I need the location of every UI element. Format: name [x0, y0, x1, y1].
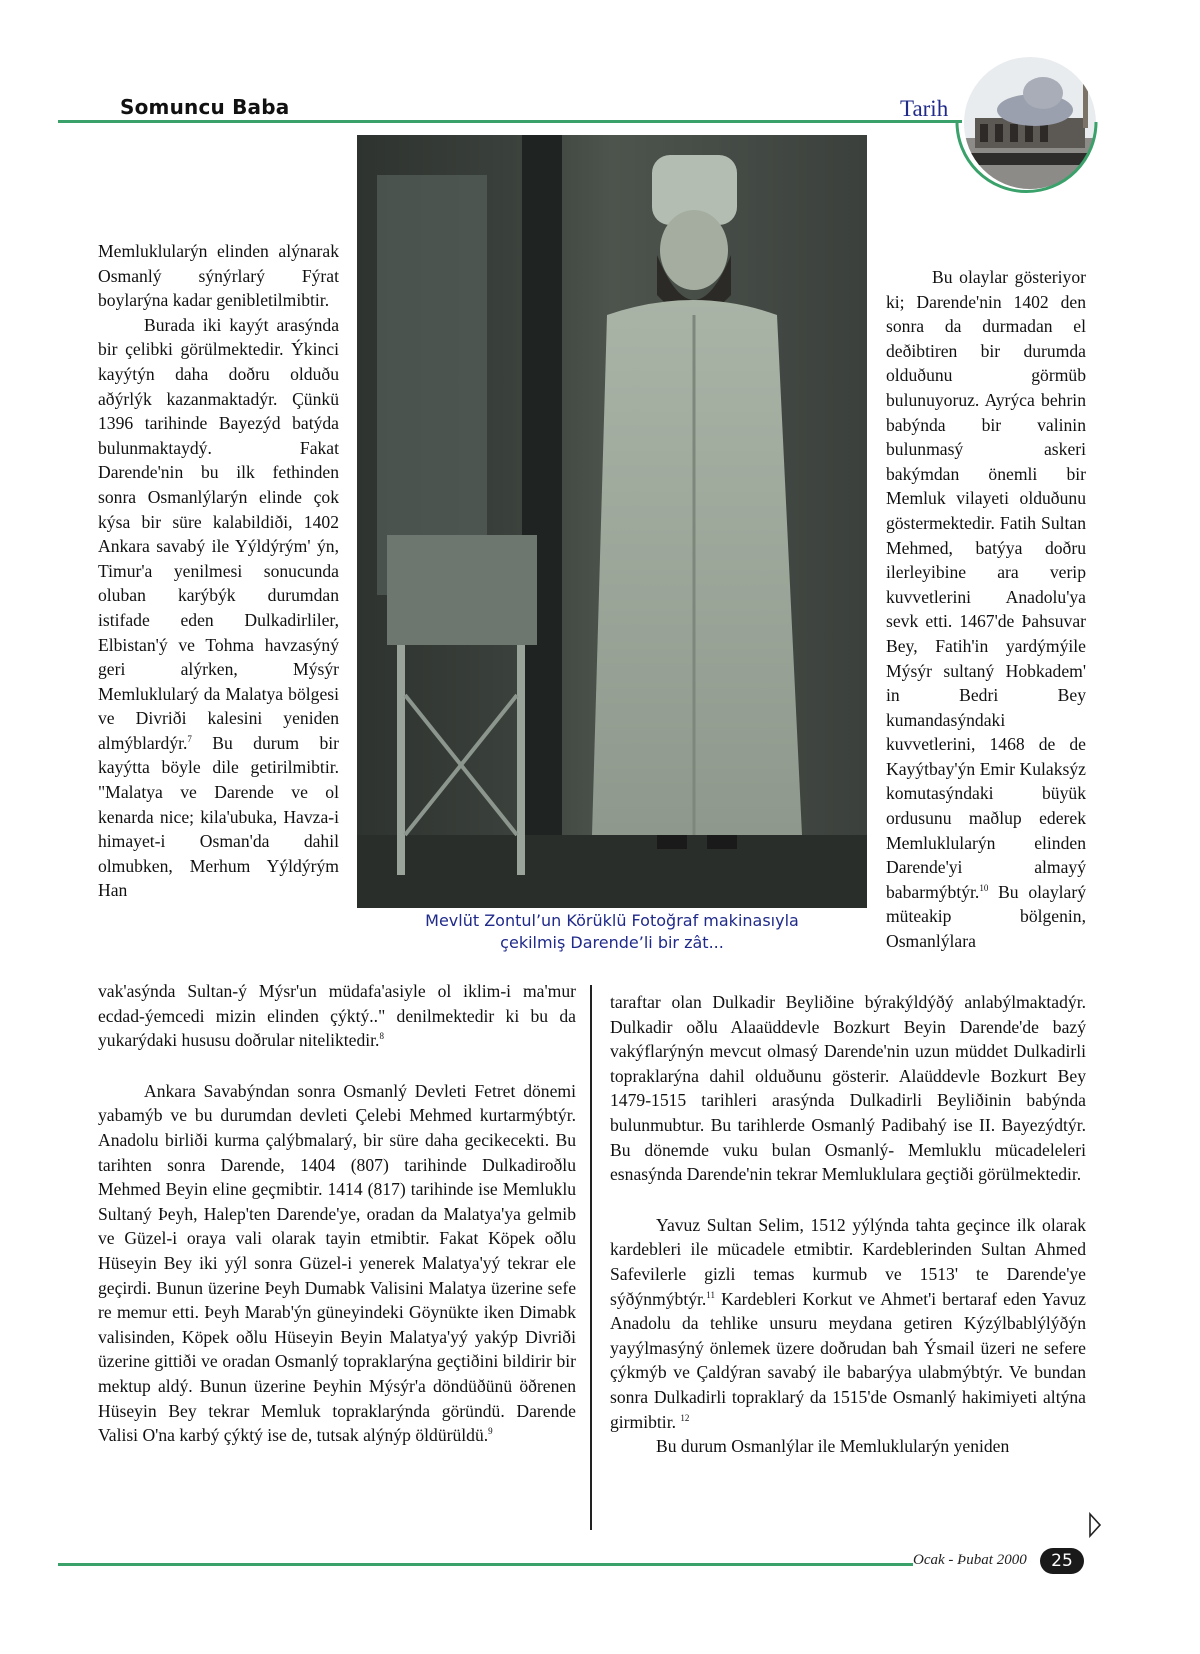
article-column-right-bottom: [610, 990, 1086, 1459]
paragraph: Bu olaylar gösteriyor ki; Darende'nin 1402 den sonra da durmadan el deðibtiren bir durumda olduðunu görmüb bulunuyoruz. Ayrýca behrin babýnda bir valinin bulunmasý askeri bakýmdan önemli bir Memluk vilayeti olduðunu göstermektedir. Fatih Sultan Mehmed, batýya doðru ilerleyibine ara verip kuvvetlerini Anadolu'ya sevk etti. 1467'de Þahsuvar Bey, Fatih'in yardýmýile Mýsýr sultaný Hobkadem' in Bedri Bey kumandasýndaki kuvvetlerini, 1468 de de Kayýtbay'ýn Emir Kulaksýz komutasýndaki büyük ordusunu maðlup ederek Memluklularýn elinden Darende'yi almayý babarmýbtýr.$^{10}$ Bu olaylarý müteakip bölgenin, Osmanlýlara: [886, 267, 1086, 952]
footnote-ref: 7: [187, 734, 192, 745]
article-column-left-top: [98, 239, 339, 903]
page-number: 25: [1040, 1548, 1084, 1574]
article-column-right-top: [886, 265, 1086, 954]
paragraph: Yavuz Sultan Selim, 1512 yýlýnda tahta geçince ilk olarak kardebleri ile mücadele etmibtir. Kardeblerinden Sultan Ahmed Safevilerle gizli temas kurmub ve 1513' te Darende'ye sýðýnmýbtýr.$^{11}$ Kardebleri Korkut ve Ahmet'i bertaraf eden Yavuz Anadolu da tehlike unsuru meydana getiren Kýzýlbablýlýðýn yayýlmasýný önlemek üzere doðrudan bah Ýsmail üzeri ne sefere çýkmýb ve Çaldýran savabý ile babarýya ulabmýbtýr. Ve bundan sonra Dulkadirli topraklarý da 1515'de Osmanlý hakimiyeti altýna girmibtir. $^{12}$: [610, 1214, 1086, 1432]
footnote-ref: 12: [680, 1412, 690, 1423]
caption-line-1: Mevlüt Zontul’un Körüklü Fotoğraf makinasıyla: [425, 911, 799, 930]
portrait-photo: [357, 135, 867, 908]
paragraph: Bu durum Osmanlýlar ile Memluklularýn yeniden: [656, 1436, 1010, 1457]
paragraph: vak'asýnda Sultan-ý Mýsr'un müdafa'asiyle ol iklim-i ma'mur ecdad-ýemcedi mizin elinden çýktý.." denilmektedir ki bu da yukarýdaki hususu doðrular niteliktedir.$^8$: [98, 981, 576, 1051]
paragraph: taraftar olan Dulkadir Beyliðine býrakýldýðý anlabýlmaktadýr. Dulkadir oðlu Alaaüddevle Bozkurt Beyin Darende'de bazý vakýflarýnýn mevcut olmasý Darende'nin uzun müddet Dulkadirli topraklarýna dahil olduðunu gösterir. Alaüddevle Bozkurt Bey 1479-1515 tarihleri arasýnda Dulkadirli Beyliðinin babýnda bulunmubtur. Bu tarihlerde Osmanlý Padibahý ise II. Bayezýdtýr. Bu dönemde vuku bulan Osmanlý- Memluklu mücadeleleri esnasýnda Darende'nin tekrar Memluklulara geçtiði görülmektedir.: [610, 992, 1086, 1185]
footnote-ref: 9: [488, 1426, 493, 1437]
continue-arrow-icon: [1088, 1512, 1102, 1538]
paragraph: Memluklularýn elinden alýnarak Osmanlý sýnýrlarý Fýrat boylarýna kadar genibletilmibtir.: [98, 241, 339, 311]
caption-line-2: çekilmiş Darende’li bir zât...: [500, 933, 724, 952]
paragraph: Burada iki kayýt arasýnda bir çelibki görülmektedir. Ýkinci kayýtýn daha doðru olduðu aðýrlýk kazanmaktadýr. Çünkü 1396 tarihinde Bayezýd batýda bulunmaktaydý. Fakat Darende'nin bu ilk fethinden sonra Osmanlýlarýn elinde çok kýsa bir süre kalabildiði, 1402 Ankara savabý ile Yýldýrým' ýn, Timur'a yenilmesi sonucunda oluban karýbýk durumdan istifade eden Dulkadirliler, Elbistan'ý ve Tohma havzasýný geri alýrken, Mýsýr Memluklularý da Malatya bölgesi ve Divriði kalesini yeniden almýblardýr.$^7$ Bu durum bir kayýtta böyle dile getirilmibtir. "Malatya ve Darende ve ol kenarda nice; kila'ubuka, Havza-i himayet-i Osman'da dahil olmubken, Merhum Yýldýrým Han: [98, 314, 339, 901]
column-divider: [590, 985, 592, 1530]
photo-caption: [357, 910, 867, 954]
issue-date: Ocak - Þubat 2000: [913, 1552, 1027, 1568]
footnote-ref: 8: [379, 1031, 384, 1042]
paragraph: Ankara Savabýndan sonra Osmanlý Devleti Fetret dönemi yabamýb ve bu durumdan devleti Çelebi Mehmed kurtarmýbtýr. Anadolu birliði kurma çalýbmalarý, bir süre daha gecikecekti. Bu tarihten sonra Darende, 1404 (807) tarihinde Dulkadiroðlu Mehmed Beyin eline geçmibtir. 1414 (817) tarihinde ise Memluklu Sultaný Þeyh, Halep'ten Darende'ye, oradan da Malatya'ya gelmib ve Güzel-i oraya vali olarak tayin etmibtir. Fakat Köpek oðlu Hüseyin Bey iki yýl sonra Güzel-i yenerek Malatya'yý tekrar ele geçirdi. Bunun üzerine Þeyh Dumabk Valisini Malatya üzerine sefe re memur etti. Þeyh Marab'ýn güneyindeki Göynükte iken Dimabk valisinden, Köpek oðlu Hüseyin Beyin Malatya'yý yakýp Divriði üzerine gittiði ve oradan Osmanlý topraklarýna geçtiðini bildirir bir mektup aldý. Bunun üzerine Þeyhin Mýsýr'a döndüðünü öðrenen Hüseyin Bey tekrar Memluk topraklarýnda göründü. Darende Valisi O'na karbý çýktý ise de, tutsak alýnýp öldürüldü.$^9$: [98, 1080, 576, 1446]
section-title: Tarih: [900, 96, 949, 121]
magazine-name: Somuncu Baba: [120, 95, 290, 119]
footnote-ref: 11: [706, 1289, 715, 1300]
article-column-left-bottom: [98, 979, 576, 1448]
footnote-ref: 10: [979, 882, 989, 893]
header-rule: [58, 120, 962, 123]
footer-rule: [58, 1563, 913, 1566]
mosque-photo-icon: [955, 48, 1105, 198]
